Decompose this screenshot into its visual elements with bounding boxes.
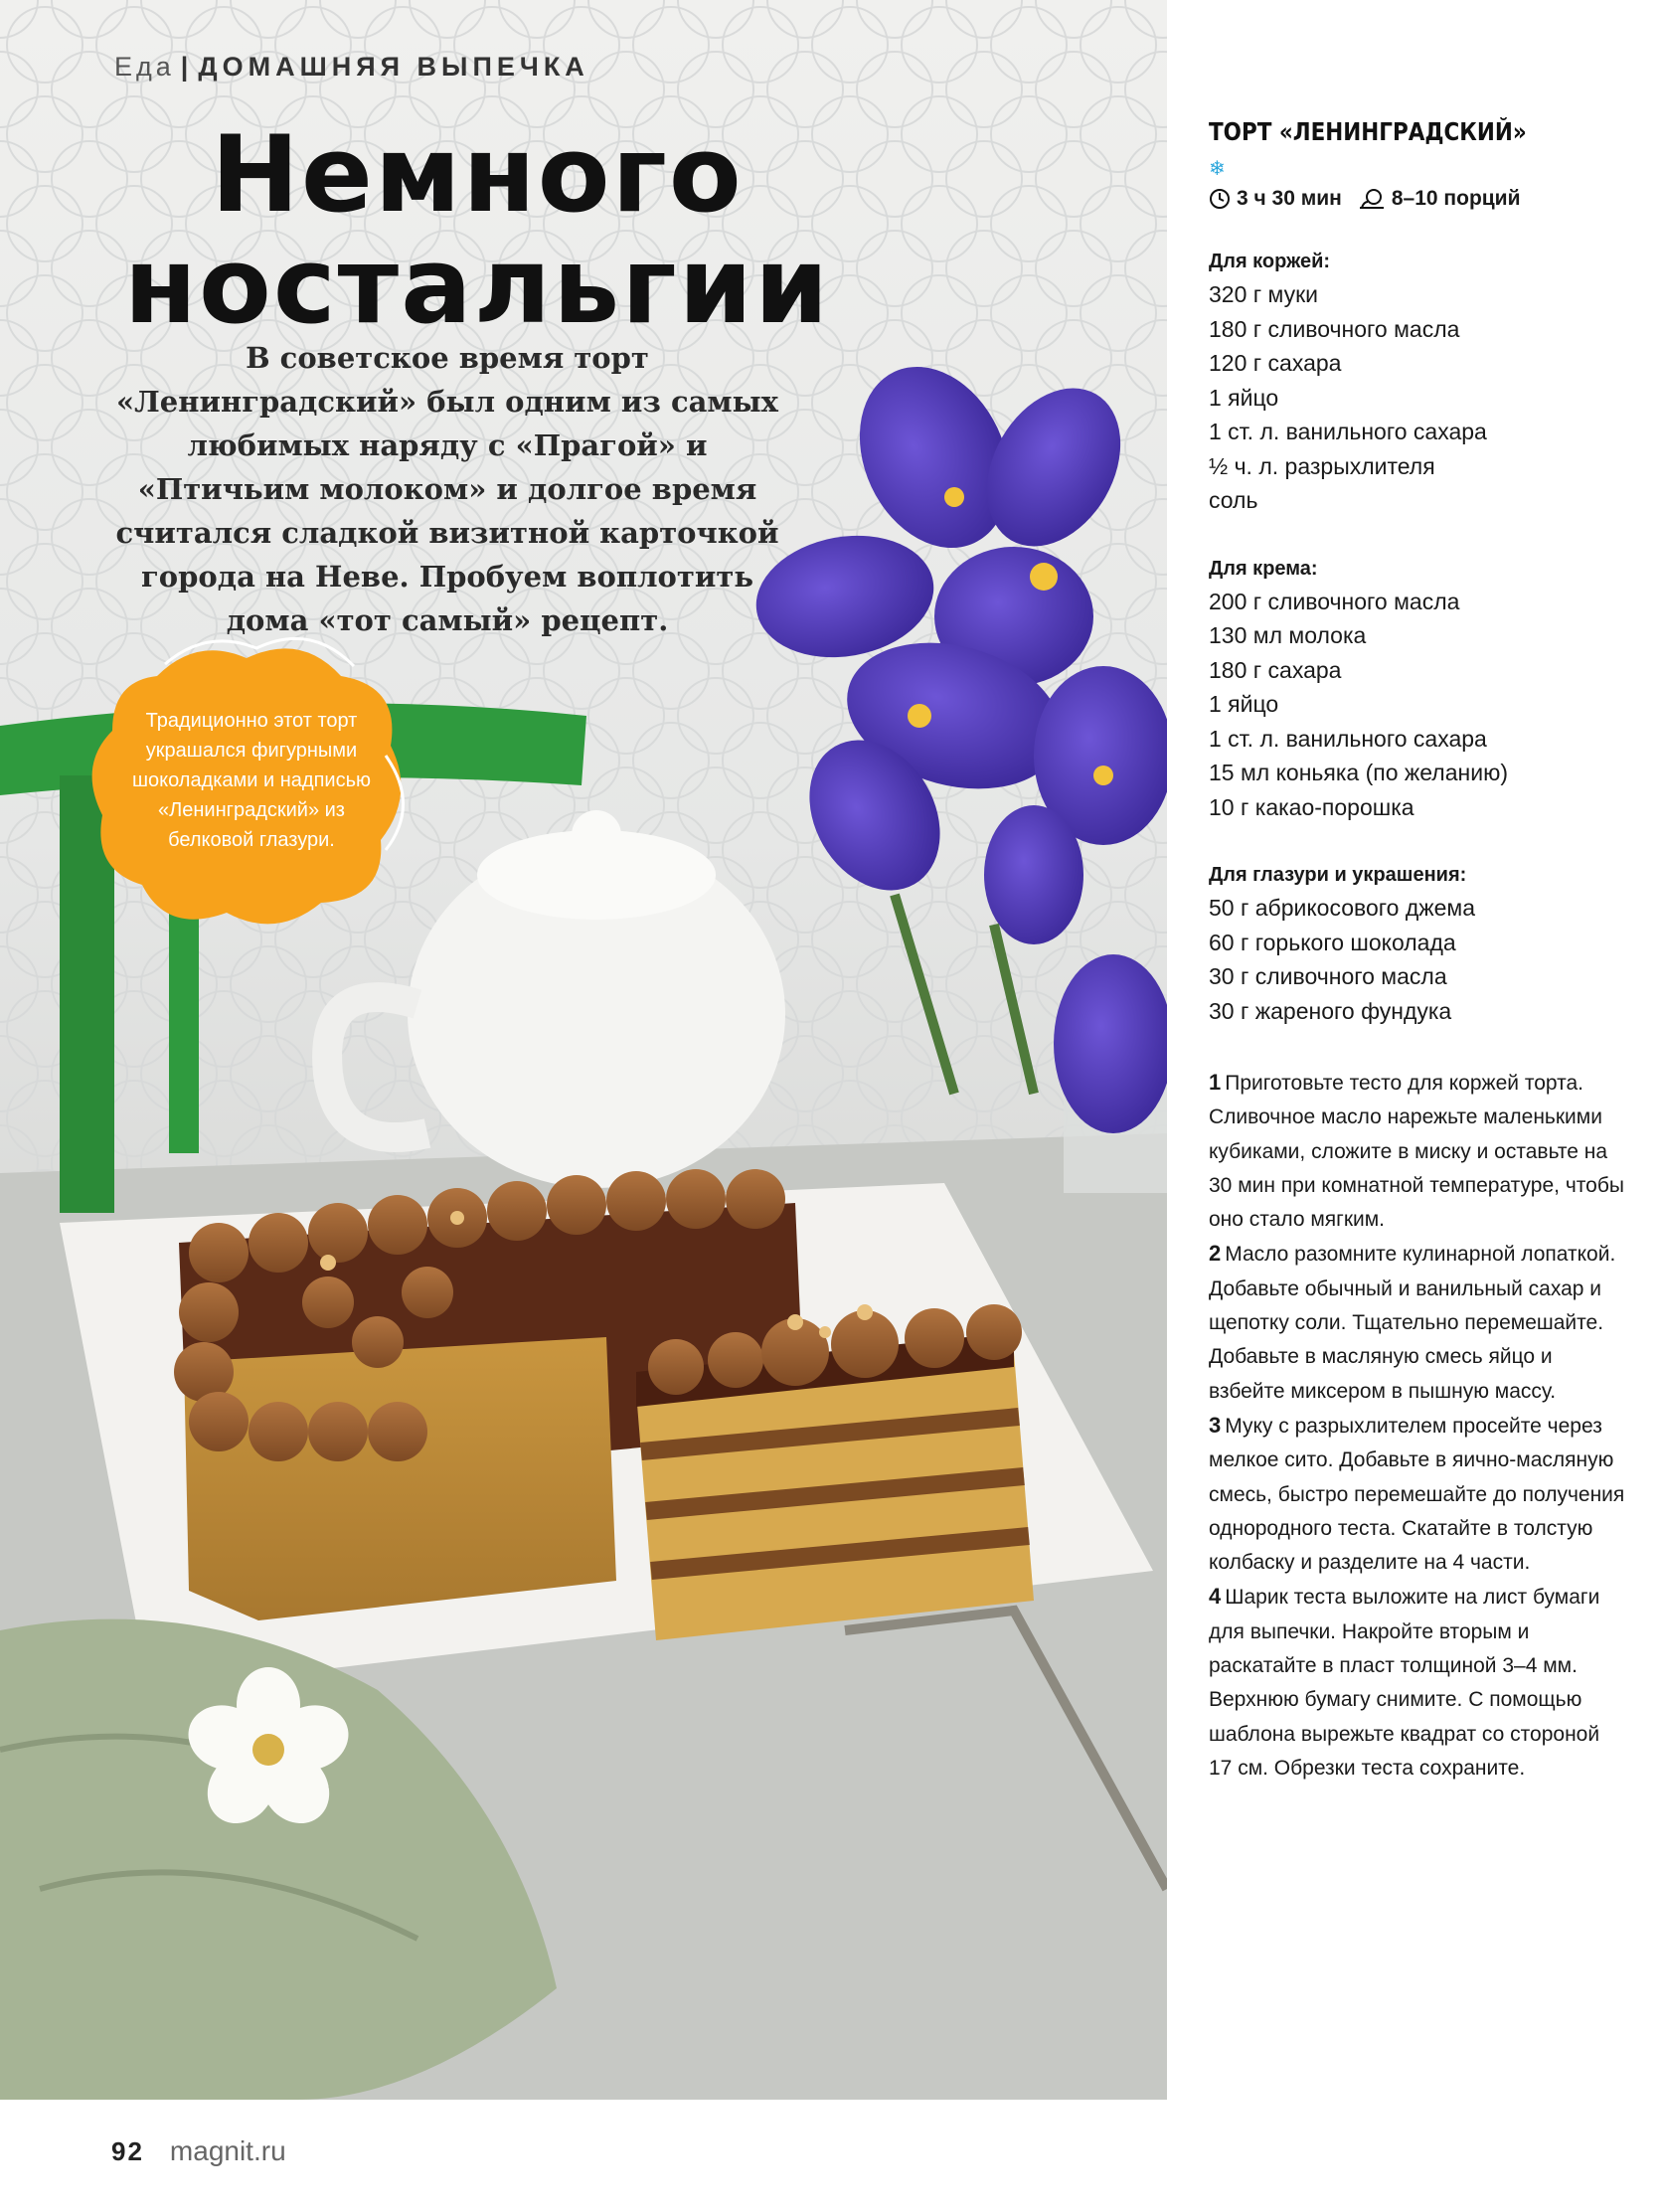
ingredient-group-title: Для крема: (1209, 557, 1318, 580)
ingredient-item: 15 мл коньяка (по желанию) (1209, 760, 1508, 785)
step-number: 2 (1209, 1241, 1222, 1267)
recipe-title: ТОРТ «ЛЕНИНГРАДСКИЙ» (1209, 117, 1527, 146)
category-label: ДОМАШНЯЯ ВЫПЕЧКА (198, 52, 589, 82)
recipe-step (1209, 1580, 1626, 1786)
ingredient-group-glaze (1209, 864, 1626, 1028)
page-footer (111, 2135, 286, 2167)
ingredient-item: 130 мл молока (1209, 622, 1367, 648)
step-number: 1 (1209, 1070, 1222, 1095)
ingredient-item: ½ ч. л. разрыхлителя (1209, 452, 1435, 479)
recipe-step (1209, 1237, 1626, 1408)
ingredient-list (1209, 585, 1626, 825)
ingredient-item: 30 г жареного фундука (1209, 997, 1452, 1024)
ingredient-group-cream (1209, 558, 1626, 825)
ingredient-item: 320 г муки (1209, 281, 1319, 307)
recipe-meta (1209, 187, 1626, 211)
ingredient-group-title: Для глазури и украшения: (1209, 864, 1467, 886)
section-kicker (114, 52, 589, 83)
ingredient-item: 10 г какао-порошка (1209, 793, 1414, 820)
ingredient-list (1209, 891, 1626, 1028)
section-separator: | (180, 52, 193, 82)
ingredient-item: 30 г сливочного масла (1209, 963, 1447, 989)
recipe-steps (1209, 1066, 1626, 1786)
ingredient-item: 1 яйцо (1209, 384, 1279, 411)
headline-line-2: ностальгии (123, 225, 831, 347)
ingredient-item: 200 г сливочного масла (1209, 588, 1460, 614)
recipe-step (1209, 1066, 1626, 1237)
info-badge (87, 636, 416, 935)
step-number: 4 (1209, 1584, 1222, 1610)
cook-time: 3 ч 30 мин (1237, 187, 1342, 210)
page-number: 92 (111, 2136, 144, 2166)
step-text: Масло разомните кулинарной лопаткой. Добавьте обычный и ванильный сахар и щепотку соли. Тщательно перемешайте. Добавьте в масляную смесь яйцо и взбейте миксером в пышную массу. (1209, 1243, 1616, 1403)
article-headline (119, 113, 835, 347)
ingredient-item: 180 г сахара (1209, 656, 1342, 683)
step-number: 3 (1209, 1412, 1222, 1438)
ingredient-item: 120 г сахара (1209, 350, 1342, 376)
section-label: Еда (114, 52, 175, 82)
step-text: Приготовьте тесто для коржей торта. Сливочное масло нарежьте маленькими кубиками, сложите в миску и оставьте на 30 мин при комнатной температуре, чтобы оно стало мягким. (1209, 1072, 1624, 1232)
servings-icon (1358, 188, 1386, 210)
ingredient-item: 60 г горького шоколада (1209, 929, 1456, 955)
ingredient-item: 1 ст. л. ванильного сахара (1209, 419, 1487, 444)
site-link[interactable]: magnit.ru (169, 2135, 286, 2166)
ingredient-item: соль (1209, 487, 1258, 513)
ingredient-item: 1 ст. л. ванильного сахара (1209, 725, 1487, 752)
recipe-step (1209, 1409, 1626, 1580)
recipe-column (1209, 117, 1626, 1786)
servings: 8–10 порций (1391, 187, 1521, 210)
ingredient-item: 180 г сливочного масла (1209, 315, 1460, 342)
badge-text: Традиционно этот торт украшался фигурными шоколадками и надписью «Ленинградский» из белковой глазури. (131, 710, 372, 851)
ingredient-group-dough (1209, 251, 1626, 518)
ingredient-item: 50 г абрикосового джема (1209, 895, 1476, 921)
headline-line-1: Немного (211, 113, 744, 236)
ingredient-item: 1 яйцо (1209, 691, 1279, 717)
snowflake-icon: ❄ (1209, 158, 1226, 180)
step-text: Шарик теста выложите на лист бумаги для выпечки. Накройте вторым и раскатайте в пласт толщиной 3–4 мм. Верхнюю бумагу снимите. С помощью шаблона вырежьте квадрат со стороной 17 см. Обрезки теста сохраните. (1209, 1586, 1600, 1780)
ingredient-list (1209, 277, 1626, 518)
ingredient-group-title: Для коржей: (1209, 251, 1331, 272)
article-lead: В советское время торт «Ленинградский» был одним из самых любимых наряду с «Прагой» и «Птичьим молоком» и долгое время считался сладкой визитной карточкой города на Неве. Пробуем воплотить дома «тот самый» рецепт. (115, 341, 779, 637)
step-text: Муку с разрыхлителем просейте через мелкое сито. Добавьте в яично-масляную смесь, быстро перемешайте до получения однородного теста. Скатайте в толстую колбаску и разделите на 4 части. (1209, 1414, 1625, 1575)
clock-icon (1209, 188, 1231, 210)
